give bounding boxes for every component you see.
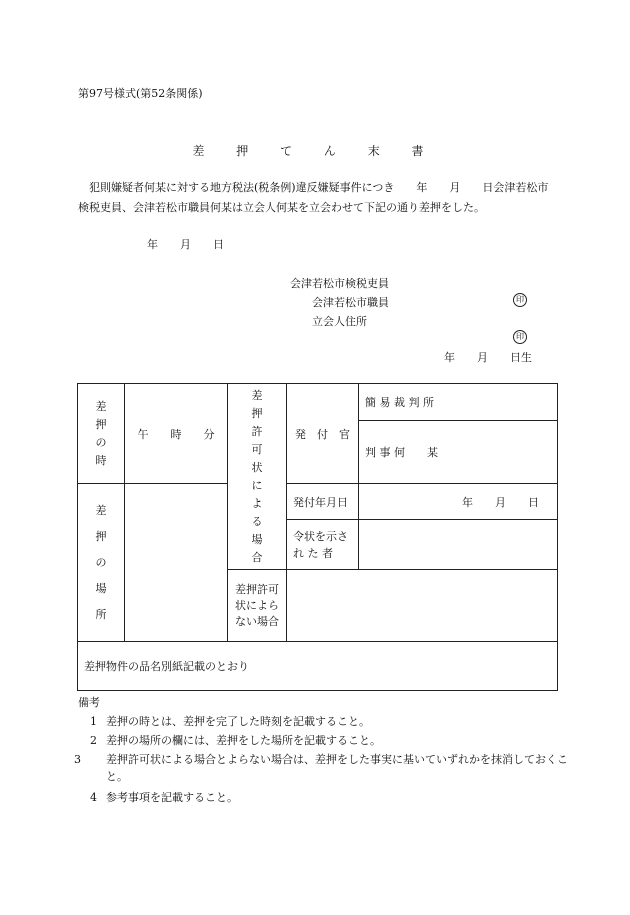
remark-item: 1 差押の時とは、差押を完了した時刻を記載すること。 bbox=[90, 715, 370, 728]
document-title: 差 押 て ん 末 書 bbox=[192, 144, 438, 158]
issue-date-value: 年 月 日 bbox=[359, 484, 558, 520]
seizure-place-value bbox=[125, 484, 228, 642]
seal-icon: 印 bbox=[513, 293, 527, 307]
intro-paragraph: 犯則嫌疑者何某に対する地方税法(税条例)違反嫌疑事件につき 年 月 日会津若松市検税吏員、会津若松市職員何某は立会人何某を立会わせて下記の通り差押をした。 bbox=[78, 181, 549, 214]
issuer-label: 発 付 官 bbox=[287, 384, 359, 484]
court-value: 簡 易 裁 判 所 bbox=[359, 384, 558, 421]
form-number: 第97号様式(第52条関係) bbox=[78, 87, 203, 100]
seizure-place-label: 差 押 の 場 所 bbox=[78, 484, 125, 642]
remark-item: 3 差押許可状による場合とよらない場合は、差押をした事実に基いていずれかを抹消しておくこと。 bbox=[74, 753, 568, 783]
remarks-heading: 備考 bbox=[78, 696, 100, 709]
shown-to-label: 令状を示さ れ た 者 bbox=[287, 520, 359, 570]
official2-label: 会津若松市職員 bbox=[312, 296, 389, 309]
issue-date-label: 発付年月日 bbox=[287, 484, 359, 520]
remark-item: 2 差押の場所の欄には、差押をした場所を記載すること。 bbox=[90, 734, 381, 747]
remark-item: 4 参考事項を記載すること。 bbox=[90, 791, 238, 804]
warrant-case-label: 差 押 許 可 状 に よ る 場 合 bbox=[228, 384, 287, 570]
document-date: 年 月 日 bbox=[147, 238, 224, 251]
seizure-time-value: 午 時 分 bbox=[125, 384, 228, 484]
seizure-time-label: 差 押 の 時 bbox=[78, 384, 125, 484]
seal-icon: 印 bbox=[513, 330, 527, 344]
shown-to-value bbox=[359, 520, 558, 570]
official1-label: 会津若松市検税吏員 bbox=[290, 277, 389, 290]
birth-date-line: 年 月 日生 bbox=[444, 351, 532, 364]
items-row: 差押物件の品名別紙記載のとおり bbox=[78, 642, 558, 691]
seizure-table bbox=[77, 383, 558, 691]
witness-address-label: 立会人住所 bbox=[312, 315, 367, 328]
judge-value: 判 事 何 某 bbox=[359, 421, 558, 484]
no-warrant-label: 差押許可状によらない場合 bbox=[228, 570, 287, 642]
no-warrant-value bbox=[287, 570, 558, 642]
